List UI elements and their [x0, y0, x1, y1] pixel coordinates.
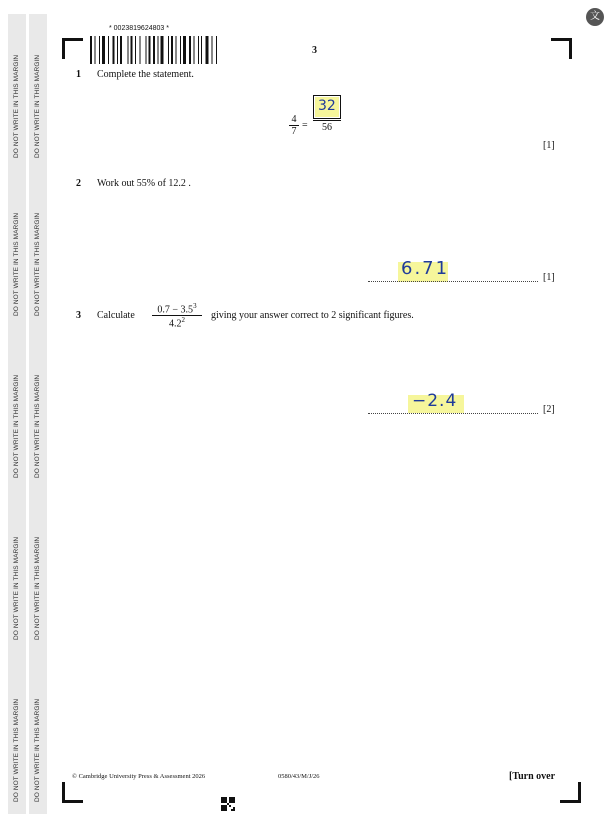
- equals-sign: =: [302, 120, 308, 131]
- question-2-text: Work out 55% of 12.2 .: [97, 178, 191, 189]
- question-3-text: giving your answer correct to 2 significant figures.: [211, 310, 414, 321]
- answer-line[interactable]: [368, 413, 538, 414]
- fraction-bar: [313, 120, 341, 121]
- handwritten-answer: 6.71: [401, 258, 450, 279]
- qr-code-icon: [221, 797, 235, 811]
- crop-mark-bottom-left: [62, 782, 83, 803]
- turn-over: [Turn over: [509, 771, 556, 782]
- margin-warning: DO NOT WRITE IN THIS MARGIN: [13, 536, 20, 640]
- handwritten-answer: 32: [318, 98, 336, 114]
- margin-warning: DO NOT WRITE IN THIS MARGIN: [13, 374, 20, 478]
- crop-mark-bottom-right: [560, 782, 581, 803]
- margin-warning: DO NOT WRITE IN THIS MARGIN: [13, 54, 20, 158]
- translate-icon[interactable]: 文: [586, 8, 604, 26]
- fraction-denominator: 7: [289, 125, 299, 137]
- question-3-marks: [2]: [543, 404, 555, 415]
- margin-warning: DO NOT WRITE IN THIS MARGIN: [34, 536, 41, 640]
- margin-warning: DO NOT WRITE IN THIS MARGIN: [13, 698, 20, 802]
- question-1-number: 1: [76, 69, 81, 80]
- margin-warning: DO NOT WRITE IN THIS MARGIN: [34, 374, 41, 478]
- footer-copyright: © Cambridge University Press & Assessment 2026: [72, 773, 206, 780]
- question-3-number: 3: [76, 310, 81, 321]
- handwritten-answer: −2.4: [412, 391, 458, 411]
- footer-code: 0580/43/M/J/26: [278, 773, 320, 780]
- crop-mark-top-left: [62, 38, 83, 59]
- expression-denominator: $4.2^2$: [152, 315, 202, 329]
- margin-warning: DO NOT WRITE IN THIS MARGIN: [34, 698, 41, 802]
- margin-warning: DO NOT WRITE IN THIS MARGIN: [34, 54, 41, 158]
- expression-numerator: $0.7 - 3.5^3$: [157, 302, 197, 316]
- expression-fraction: [152, 302, 202, 330]
- barcode-number: * 0023819624803 *: [109, 25, 169, 32]
- margin-warning: DO NOT WRITE IN THIS MARGIN: [13, 212, 20, 316]
- crop-mark-top-right: [551, 38, 572, 59]
- fraction-numerator: 4: [291, 114, 297, 125]
- page-number: 3: [312, 45, 317, 56]
- margin-warning: DO NOT WRITE IN THIS MARGIN: [34, 212, 41, 316]
- question-1-text: Complete the statement.: [97, 69, 194, 80]
- question-1-marks: [1]: [543, 140, 555, 151]
- barcode: [90, 36, 268, 64]
- question-3-intro: Calculate: [97, 310, 135, 321]
- answer-line[interactable]: [368, 281, 538, 282]
- fraction-denominator: 56: [322, 122, 332, 133]
- fraction-four-sevenths: [289, 114, 299, 137]
- question-2-number: 2: [76, 178, 81, 189]
- answer-box[interactable]: [313, 95, 341, 119]
- question-2-marks: [1]: [543, 272, 555, 283]
